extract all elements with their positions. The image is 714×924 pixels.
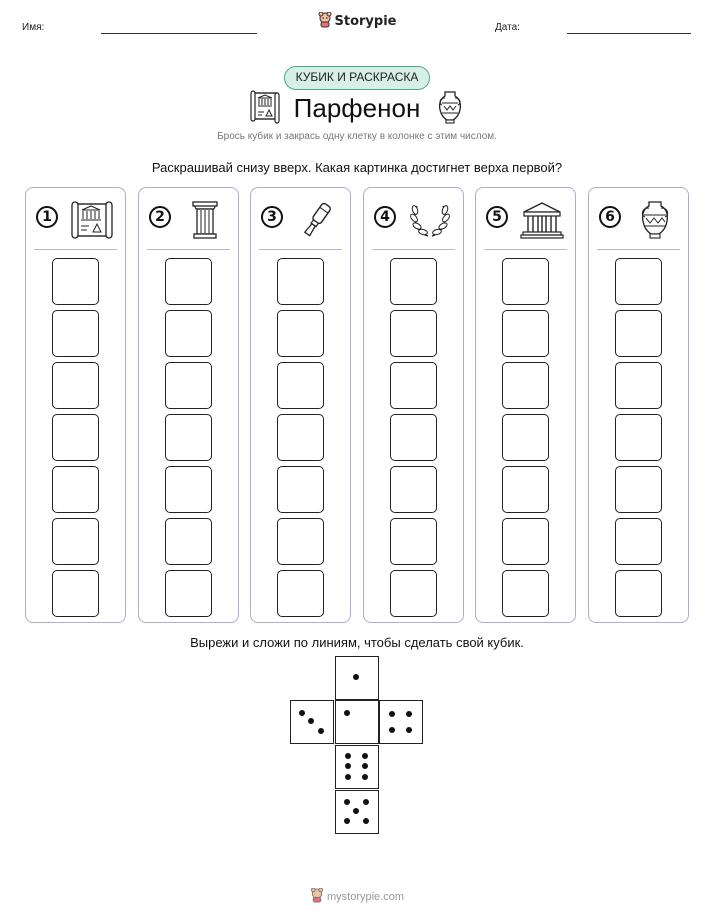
coloring-cell[interactable]: [502, 258, 549, 305]
dice-pip: [318, 728, 324, 734]
coloring-cell[interactable]: [390, 570, 437, 617]
column-number: 1: [36, 206, 58, 228]
column-number: 6: [599, 206, 621, 228]
dice-face-6: [335, 745, 379, 789]
column-number: 5: [486, 206, 508, 228]
name-label: Имя:: [22, 22, 45, 33]
dice-pip: [363, 799, 369, 805]
coloring-cell[interactable]: [165, 362, 212, 409]
storypie-mascot-icon: [318, 12, 332, 28]
coloring-cell[interactable]: [390, 258, 437, 305]
column-6: [588, 187, 689, 623]
coloring-cell[interactable]: [277, 258, 324, 305]
subtitle: Брось кубик и закрась одну клетку в колонке с этим числом.: [217, 131, 497, 142]
coloring-cell[interactable]: [165, 466, 212, 513]
column-1: [25, 187, 126, 623]
column-number: 3: [261, 206, 283, 228]
brand-logo: [0, 12, 714, 29]
coloring-cell[interactable]: [502, 570, 549, 617]
dice-pip: [406, 727, 412, 733]
coloring-cell[interactable]: [390, 362, 437, 409]
greek-column-icon: [183, 200, 227, 240]
dice-face-3: [290, 700, 334, 744]
coloring-cell[interactable]: [277, 414, 324, 461]
brand-name: Storypie: [334, 14, 397, 29]
chisel-icon: [295, 200, 339, 240]
dice-face-1-center: [335, 700, 379, 744]
column-number: 2: [149, 206, 171, 228]
coloring-cell[interactable]: [615, 466, 662, 513]
coloring-cell[interactable]: [165, 518, 212, 565]
coloring-cell[interactable]: [52, 518, 99, 565]
coloring-cell[interactable]: [52, 570, 99, 617]
coloring-cell[interactable]: [277, 518, 324, 565]
name-line[interactable]: [101, 33, 257, 34]
dice-pip: [362, 774, 368, 780]
column-4: [363, 187, 464, 623]
footer: [0, 888, 714, 903]
coloring-cell[interactable]: [390, 518, 437, 565]
dice-pip: [389, 727, 395, 733]
dice-face-1-top: [335, 656, 379, 700]
dice-pip: [389, 711, 395, 717]
dice-pip: [308, 718, 314, 724]
dice-pip: [362, 753, 368, 759]
coloring-cell[interactable]: [277, 466, 324, 513]
coloring-cell[interactable]: [277, 570, 324, 617]
dice-face-5: [335, 790, 379, 834]
coloring-cell[interactable]: [52, 414, 99, 461]
coloring-cell[interactable]: [502, 362, 549, 409]
coloring-cell[interactable]: [165, 570, 212, 617]
coloring-cell[interactable]: [502, 414, 549, 461]
storypie-mascot-icon: [310, 888, 324, 903]
coloring-cell[interactable]: [615, 570, 662, 617]
coloring-cell[interactable]: [615, 414, 662, 461]
scroll-blueprint-icon: [70, 200, 114, 240]
page-title: Парфенон: [293, 93, 421, 123]
parthenon-temple-icon: [520, 200, 564, 240]
dice-pip: [353, 808, 359, 814]
coloring-cell[interactable]: [502, 310, 549, 357]
coloring-cell[interactable]: [615, 310, 662, 357]
coloring-cell[interactable]: [52, 258, 99, 305]
dice-pip: [345, 763, 351, 769]
coloring-cell[interactable]: [277, 362, 324, 409]
column-5: [475, 187, 576, 623]
footer-url[interactable]: mystorypie.com: [326, 891, 405, 903]
laurel-wreath-icon: [408, 200, 452, 240]
activity-badge: КУБИК И РАСКРАСКА: [284, 66, 430, 90]
coloring-cell[interactable]: [390, 310, 437, 357]
coloring-cell[interactable]: [52, 362, 99, 409]
dice-face-4: [379, 700, 423, 744]
coloring-cell[interactable]: [165, 310, 212, 357]
cut-instruction: Вырежи и сложи по линиям, чтобы сделать свой кубик.: [190, 635, 524, 650]
dice-pip: [344, 710, 350, 716]
column-3: [250, 187, 351, 623]
dice-net: [290, 656, 424, 836]
column-2: [138, 187, 239, 623]
dice-pip: [363, 818, 369, 824]
greek-vase-icon: [436, 89, 464, 125]
coloring-cell[interactable]: [277, 310, 324, 357]
date-label: Дата:: [495, 22, 520, 33]
coloring-cell[interactable]: [502, 466, 549, 513]
greek-vase-icon: [633, 200, 677, 240]
date-line[interactable]: [567, 33, 691, 34]
dice-pip: [345, 753, 351, 759]
dice-pip: [353, 674, 359, 680]
dice-pip: [362, 763, 368, 769]
dice-pip: [345, 774, 351, 780]
coloring-cell[interactable]: [165, 258, 212, 305]
coloring-cell[interactable]: [165, 414, 212, 461]
coloring-cell[interactable]: [615, 518, 662, 565]
dice-pip: [406, 711, 412, 717]
dice-pip: [344, 818, 350, 824]
coloring-cell[interactable]: [502, 518, 549, 565]
dice-pip: [299, 710, 305, 716]
column-number: 4: [374, 206, 396, 228]
coloring-cell[interactable]: [390, 414, 437, 461]
coloring-cell[interactable]: [52, 310, 99, 357]
coloring-cell[interactable]: [390, 466, 437, 513]
coloring-cell[interactable]: [615, 362, 662, 409]
coloring-cell[interactable]: [615, 258, 662, 305]
coloring-cell[interactable]: [52, 466, 99, 513]
instruction: Раскрашивай снизу вверх. Какая картинка достигнет верха первой?: [151, 160, 563, 175]
dice-pip: [344, 799, 350, 805]
